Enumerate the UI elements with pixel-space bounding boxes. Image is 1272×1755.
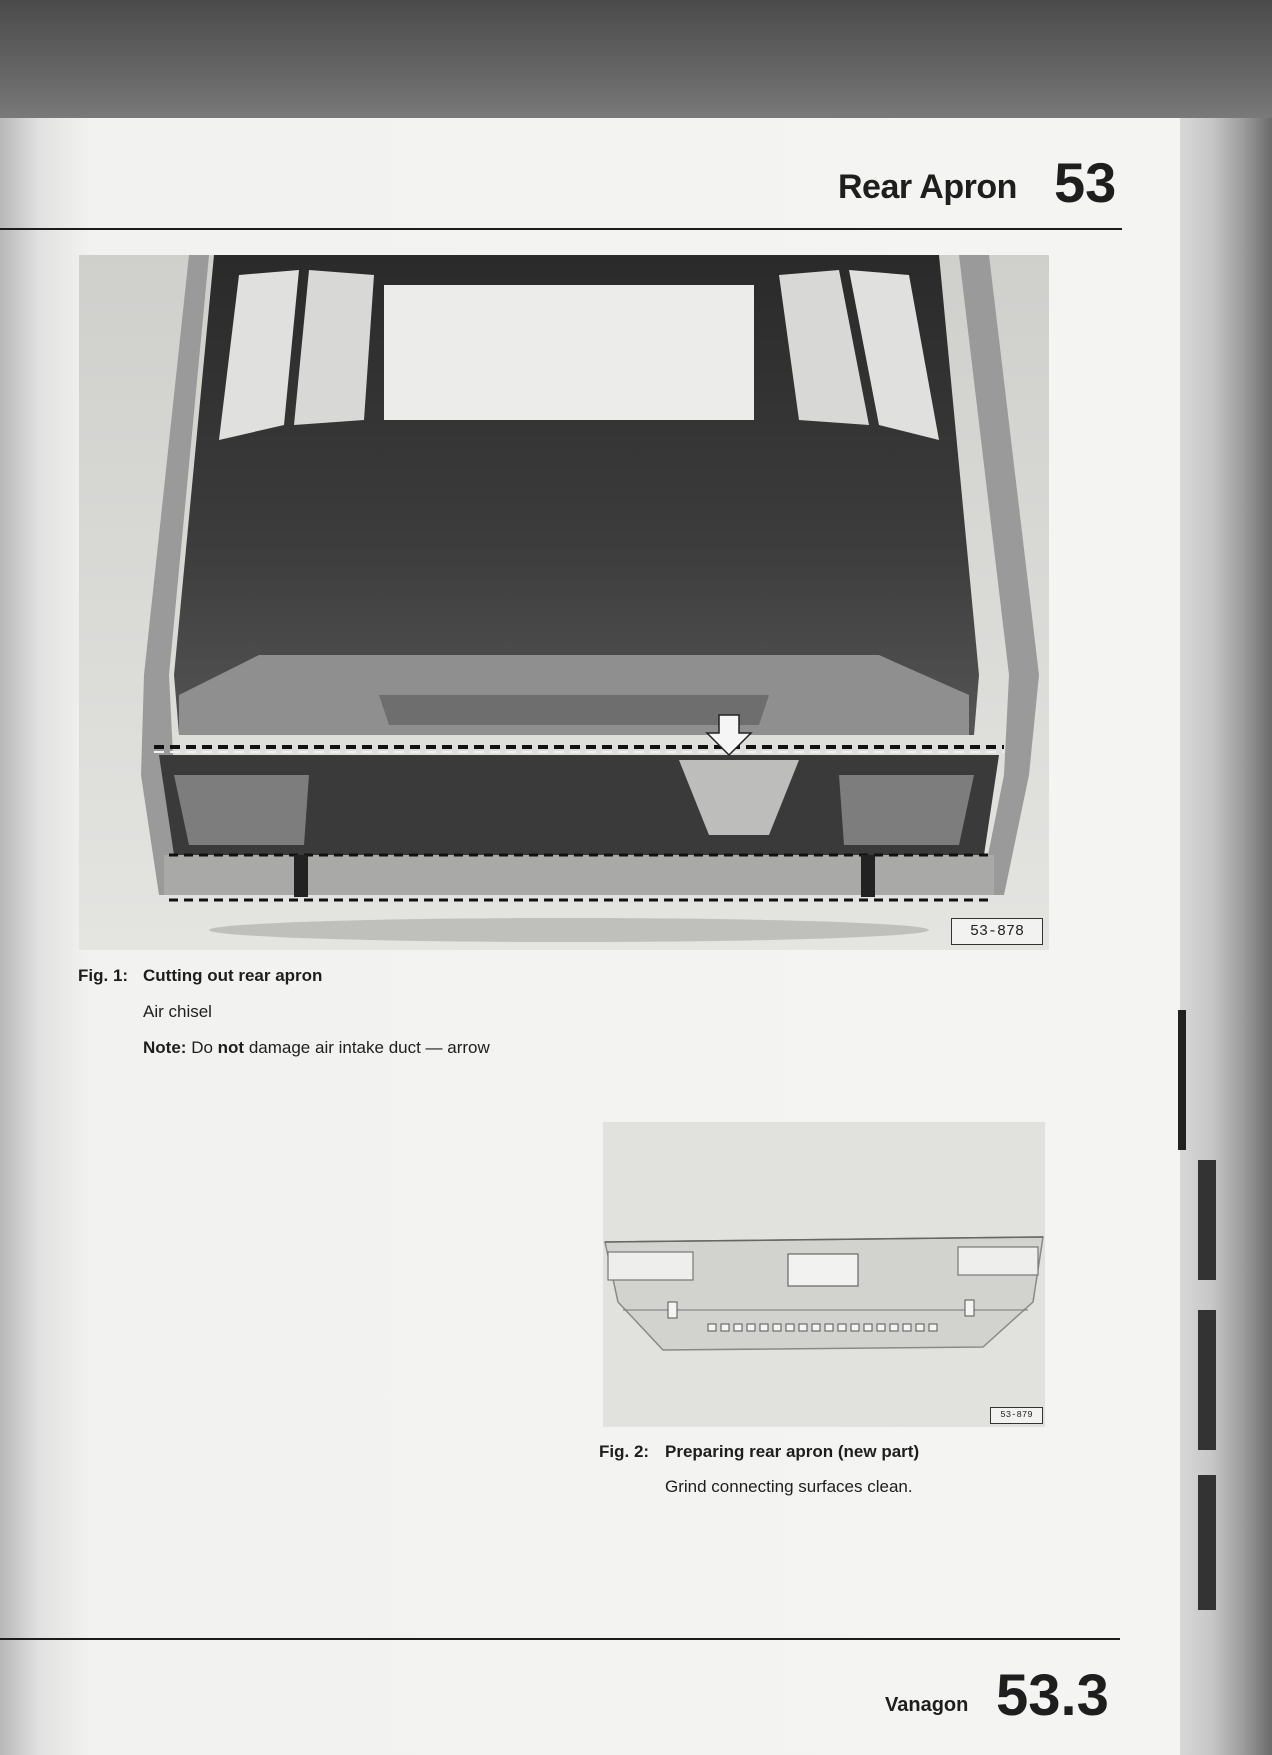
note-emphasis: not <box>217 1038 245 1057</box>
figure1-label: 53-878 <box>951 918 1043 945</box>
section-number: 53 <box>1054 151 1117 214</box>
figure1-note <box>143 1038 490 1058</box>
header-rule <box>0 228 1122 230</box>
side-index-tab <box>1198 1475 1216 1610</box>
figure1-caption-title: Cutting out rear apron <box>143 966 323 985</box>
page-tab-marker <box>1178 1010 1186 1150</box>
page-edge-shadow <box>1180 118 1272 1755</box>
figure1-caption-number: Fig. 1: <box>78 966 129 985</box>
figure2-caption-number: Fig. 2: <box>599 1442 650 1461</box>
note-label: Note: <box>143 1038 187 1057</box>
figure2-photo <box>603 1122 1045 1427</box>
side-index-tab <box>1198 1160 1216 1280</box>
page-title: Rear Apron <box>838 168 1017 206</box>
figure1-photo <box>79 255 1049 950</box>
background-top <box>0 0 1272 120</box>
note-text-b: damage air intake duct — arrow <box>248 1038 490 1057</box>
side-index-tab <box>1198 1310 1216 1450</box>
note-text-a: Do <box>191 1038 213 1057</box>
footer-rule <box>0 1638 1120 1640</box>
footer-brand: Vanagon <box>885 1694 969 1716</box>
figure2-caption-title: Preparing rear apron (new part) <box>665 1442 920 1461</box>
figure1-line1: Air chisel <box>143 1002 212 1021</box>
figure2-label: 53-879 <box>990 1407 1043 1424</box>
rear-apron-part-illustration <box>603 1122 1045 1427</box>
page-number: 53.3 <box>996 1663 1109 1728</box>
van-rear-body-illustration <box>79 255 1049 950</box>
figure2-line1: Grind connecting surfaces clean. <box>665 1477 913 1496</box>
